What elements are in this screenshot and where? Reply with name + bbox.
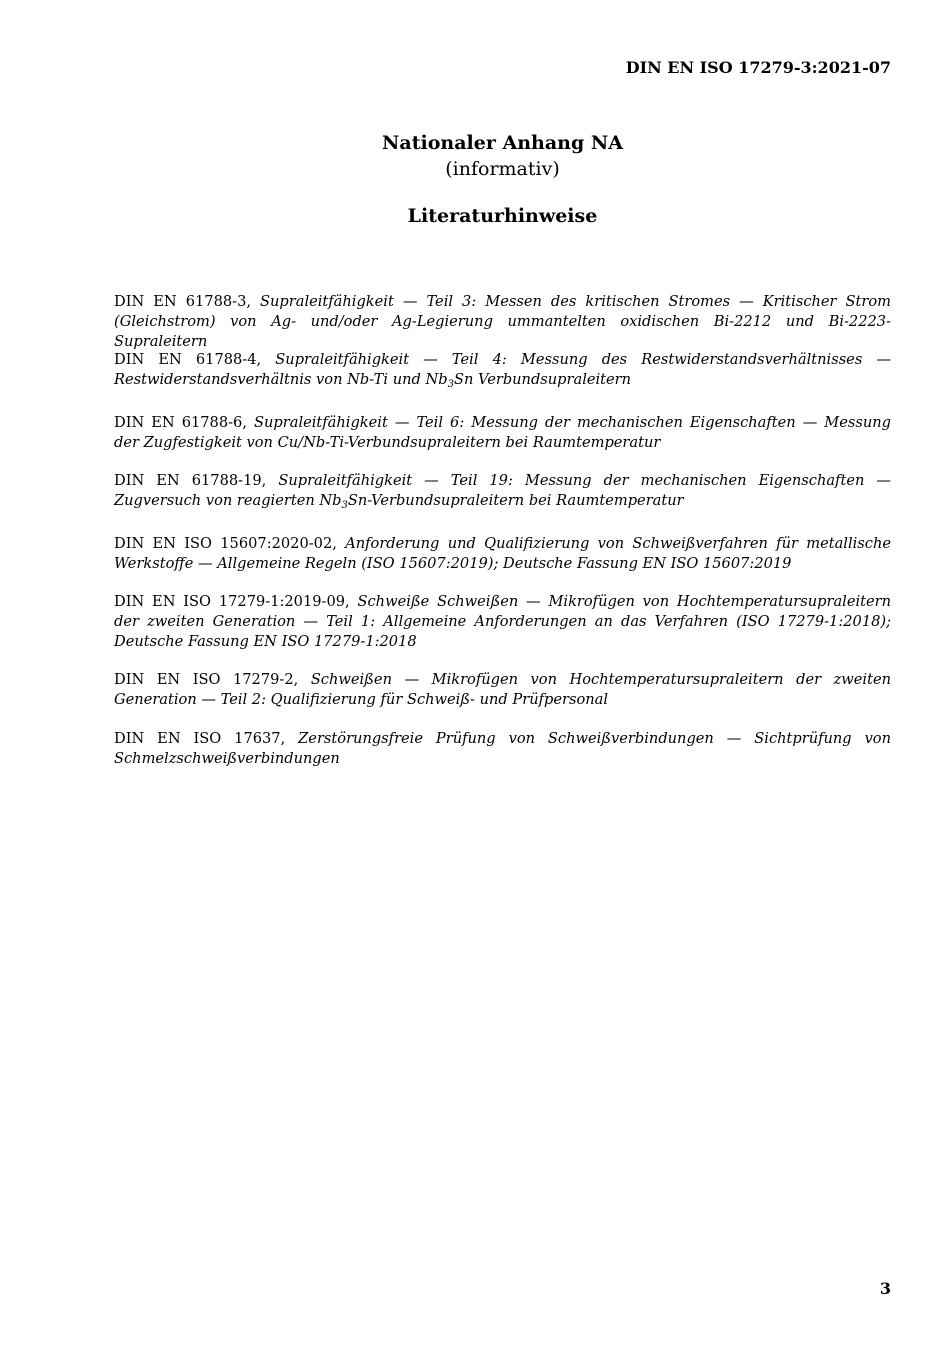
annex-title: Nationaler Anhang NA	[382, 132, 623, 154]
reference-title: Supraleitfähigkeit — Teil 4: Messung des Restwiderstandsverhältnisses — Restwiderstandsverhältnis von Nb-Ti und $Nb_3Sn$ Verbundsupraleitern	[114, 351, 892, 390]
reference-number: DIN EN 61788-4,	[114, 351, 262, 368]
reference-number: DIN EN 61788-19,	[114, 472, 267, 489]
reference-number: DIN EN ISO 15607:2020-02,	[114, 535, 337, 552]
reference-title: Supraleitfähigkeit — Teil 6: Messung der mechanischen Eigenschaften — Messung der Zugfestigkeit von Cu/Nb-Ti-Verbundsupraleitern bei Raumtemperatur	[114, 414, 892, 451]
page-number: 3	[879, 1279, 891, 1298]
reference-item	[114, 471, 891, 511]
reference-number: DIN EN 61788-3,	[114, 293, 251, 310]
reference-number: DIN EN ISO 17279-2,	[114, 671, 299, 688]
annex-subtitle: (informativ)	[445, 158, 560, 180]
reference-title: Schweiße Schweißen — Mikrofügen von Hochtemperatursupraleitern der zweiten Generation — Teil 1: Allgemeine Anforderungen an das Verfahren (ISO 17279-1:2018); Deutsche Fassung EN ISO 17279-1:2018	[114, 593, 892, 650]
reference-item	[114, 670, 891, 710]
reference-title: Supraleitfähigkeit — Teil 19: Messung der mechanischen Eigenschaften — Zugversuch von reagierten $Nb_3Sn$-Verbundsupraleitern bei Raumtemperatur	[114, 472, 891, 511]
reference-number: DIN EN ISO 17279-1:2019-09,	[114, 593, 350, 610]
reference-title: Anforderung und Qualifizierung von Schweißverfahren für metallische Werkstoffe — Allgemeine Regeln (ISO 15607:2019); Deutsche Fassung EN ISO 15607:2019	[114, 535, 891, 572]
bibliography-heading: Literaturhinweise	[407, 205, 598, 227]
annex-heading-block	[0, 130, 950, 182]
reference-title: Supraleitfähigkeit — Teil 3: Messen des kritischen Stromes — Kritischer Strom (Gleichstrom) von Ag- und/oder Ag-Legierung ummantelten oxidischen Bi-2212 und Bi-2223-Supraleitern	[114, 293, 892, 350]
reference-title: Schweißen — Mikrofügen von Hochtemperatursupraleitern der zweiten Generation — Teil 2: Qualifizierung für Schweiß- und Prüfpersonal	[114, 671, 891, 708]
reference-title: Zerstörungsfreie Prüfung von Schweißverbindungen — Sichtprüfung von Schmelzschweißverbindungen	[114, 730, 891, 767]
reference-item	[114, 592, 891, 652]
reference-number: DIN EN ISO 17637,	[114, 730, 286, 747]
reference-item	[114, 729, 891, 769]
reference-item	[114, 350, 891, 390]
document-id: DIN EN ISO 17279-3:2021-07	[625, 58, 891, 77]
reference-item	[114, 292, 891, 352]
reference-item	[114, 534, 891, 574]
reference-number: DIN EN 61788-6,	[114, 414, 247, 431]
reference-item	[114, 413, 891, 453]
